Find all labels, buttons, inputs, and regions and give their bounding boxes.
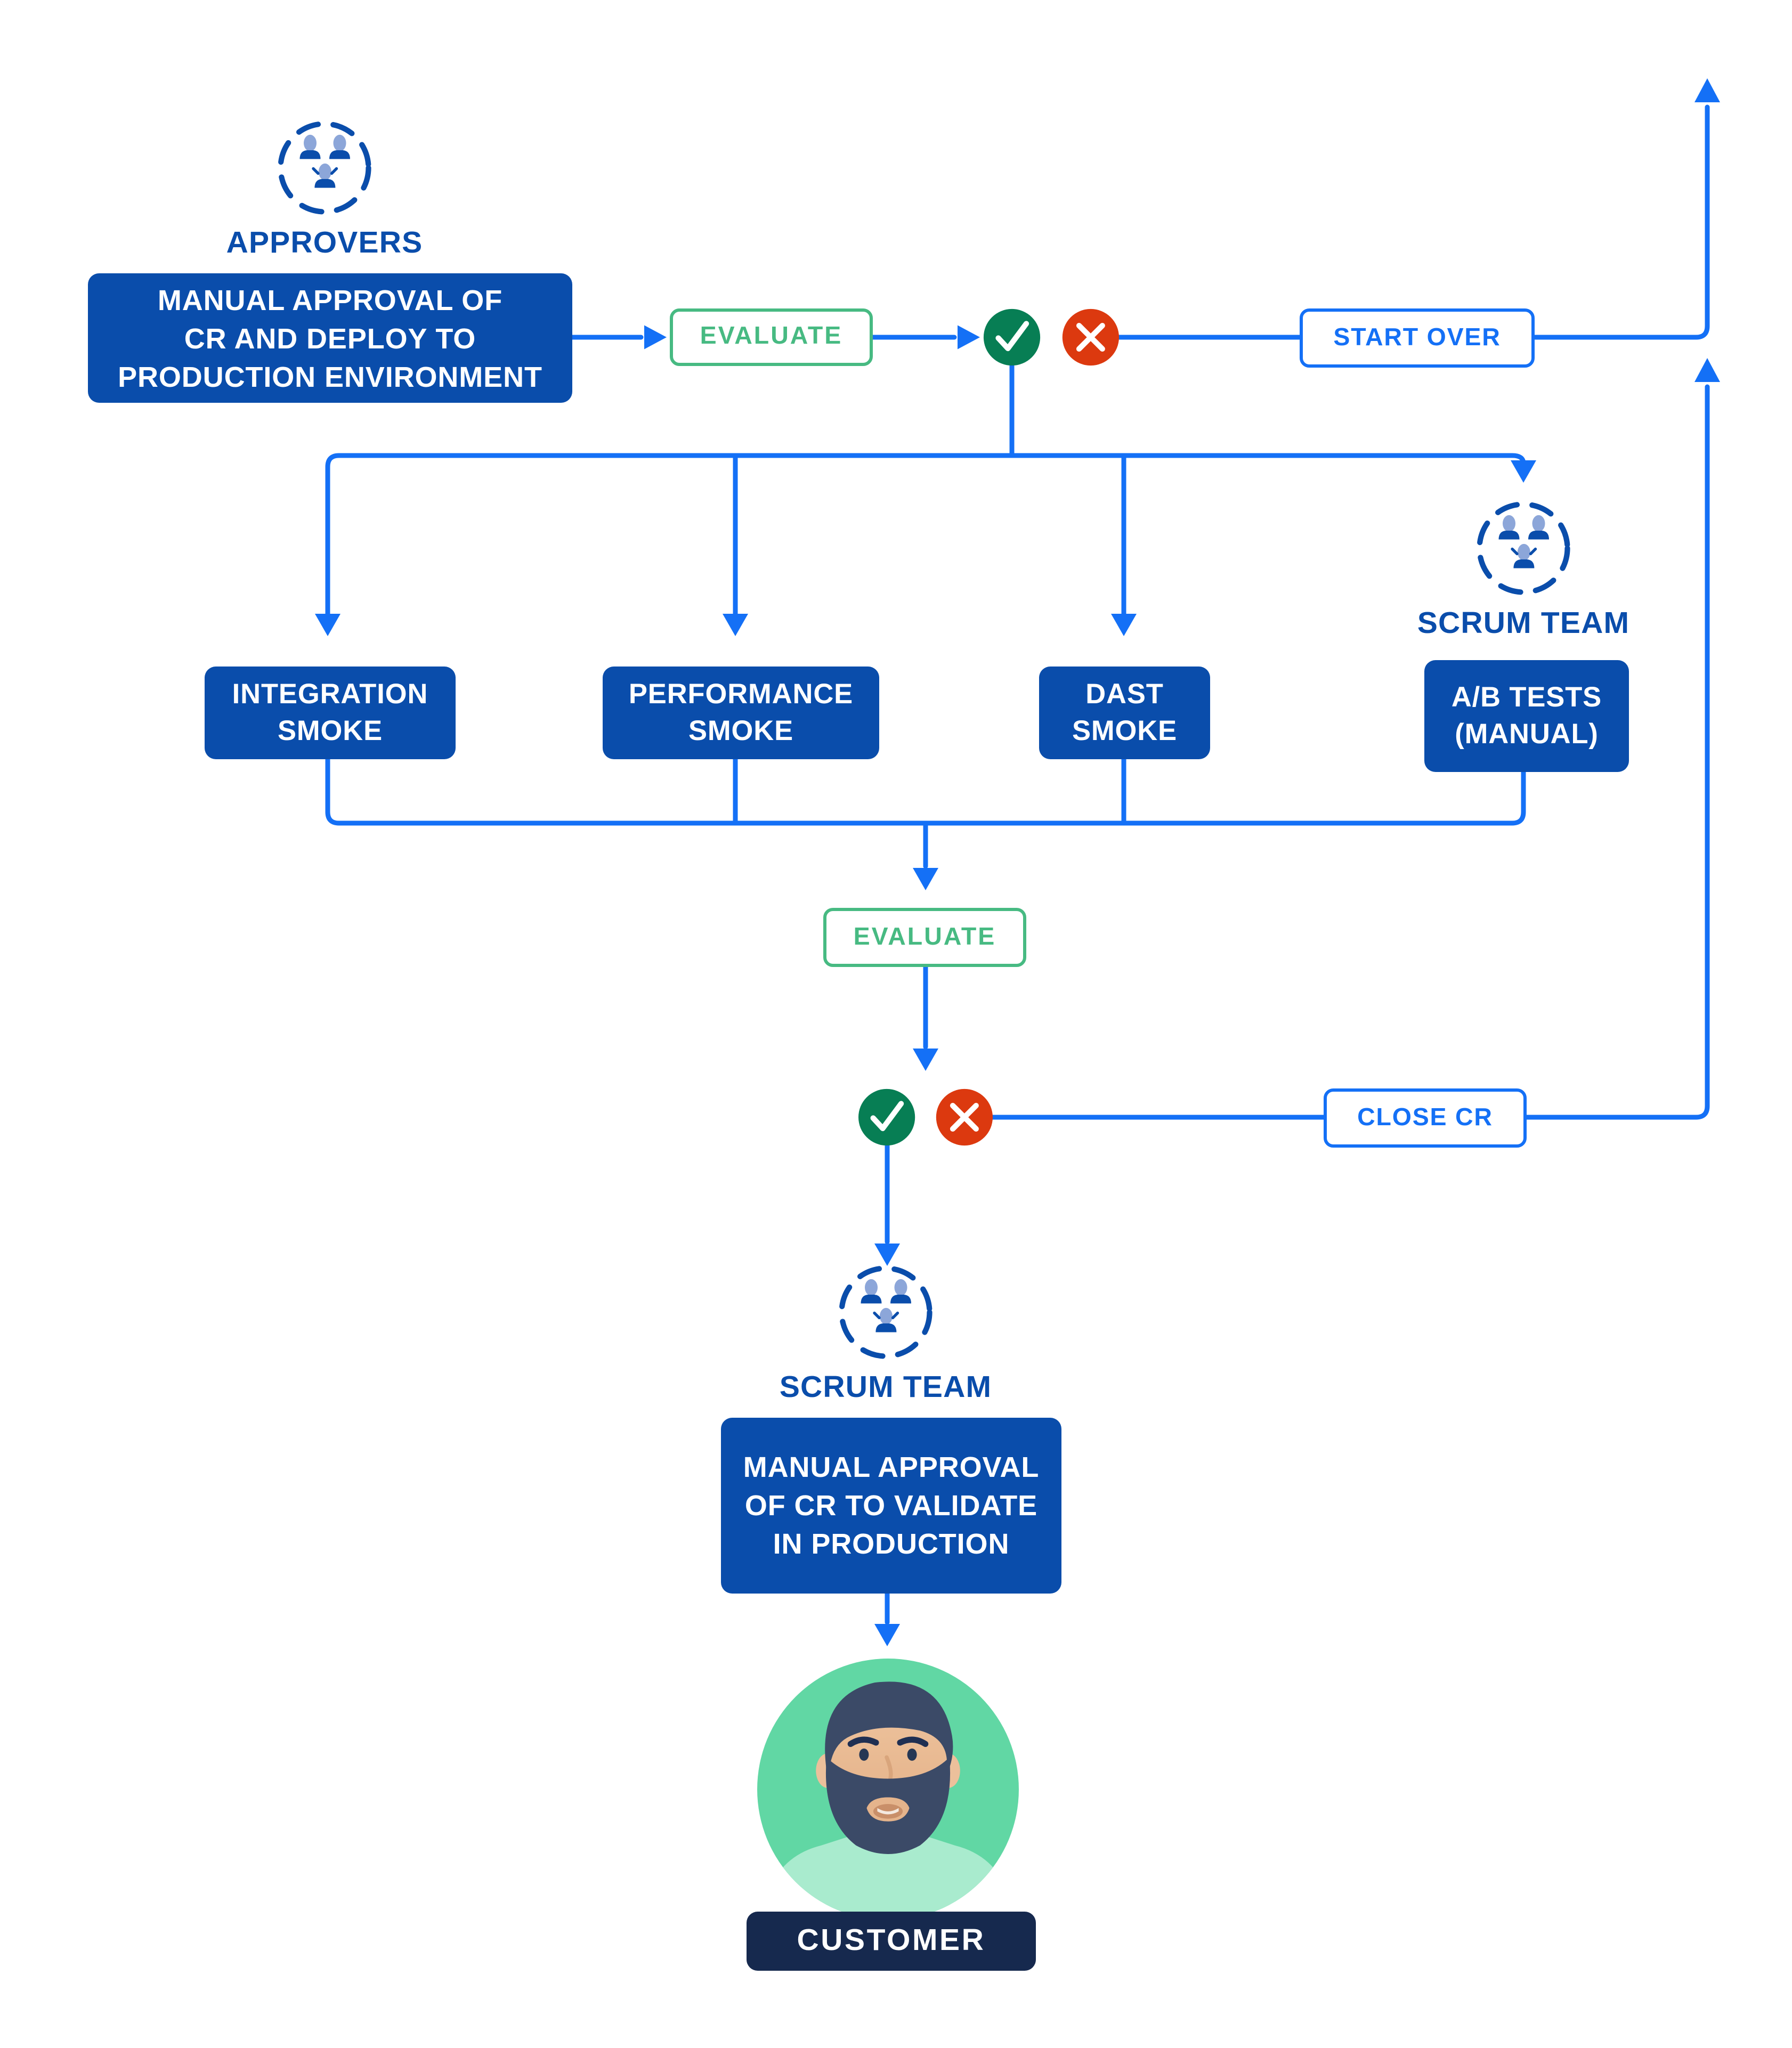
evaluate-label: EVALUATE [853,923,996,950]
evaluate-node [670,308,873,366]
branch-check1-to-tests [315,366,1536,636]
cross-icon [936,1089,993,1145]
box-line: SMOKE [277,714,383,746]
manual-approval-validate-box [721,1418,1061,1594]
start-over-node [1300,308,1535,368]
close-cr-node [1324,1088,1527,1148]
evaluate-node [823,908,1026,967]
ab-tests-manual-box [1424,660,1629,772]
scrum-team-icon [842,1269,930,1356]
arrow-evaluate1-to-check1 [873,326,980,350]
approvers-team-icon [281,124,369,212]
box-line: PRODUCTION ENVIRONMENT [118,360,542,393]
manual-approval-deploy-box [88,273,572,403]
arrow-evaluate2-to-check2 [913,967,938,1071]
check-icon [984,309,1040,365]
arrow-startover-loop-up [1535,78,1720,337]
box-line: IN PRODUCTION [773,1528,1010,1560]
box-line: MANUAL APPROVAL OF [157,283,503,316]
box-line: MANUAL APPROVAL [743,1451,1040,1483]
arrow-validatebox-to-customer [874,1594,900,1646]
box-line: PERFORMANCE [628,678,854,710]
performance-smoke-box [603,667,879,759]
box-line: OF CR TO VALIDATE [744,1490,1038,1522]
arrow-check2-to-scrumteam2 [874,1146,900,1266]
evaluate-label: EVALUATE [700,323,843,350]
box-line: A/B TESTS [1451,681,1602,713]
box-line: INTEGRATION [232,678,428,710]
box-line: CR AND DEPLOY TO [184,322,476,354]
close-cr-label: CLOSE CR [1357,1103,1493,1131]
converge-tests-to-evaluate2 [328,759,1523,890]
start-over-label: START OVER [1333,323,1501,351]
cross-icon [1063,309,1119,365]
scrum-team-label: SCRUM TEAM [779,1371,992,1405]
integration-smoke-box [205,667,456,759]
arrow-deploybox-to-evaluate1 [572,326,667,350]
dast-smoke-box [1039,667,1210,759]
approvers-label: APPROVERS [226,227,423,261]
customer-avatar [755,1656,1021,1923]
box-line: SMOKE [688,714,794,746]
check-icon [858,1089,915,1145]
scrum-team-label: SCRUM TEAM [1417,607,1630,641]
box-line: SMOKE [1072,714,1178,746]
customer-label: CUSTOMER [797,1923,986,1957]
box-line: (MANUAL) [1455,718,1599,750]
customer-label-box [747,1912,1036,1971]
box-line: DAST [1085,678,1164,710]
scrum-team-icon [1480,505,1568,592]
